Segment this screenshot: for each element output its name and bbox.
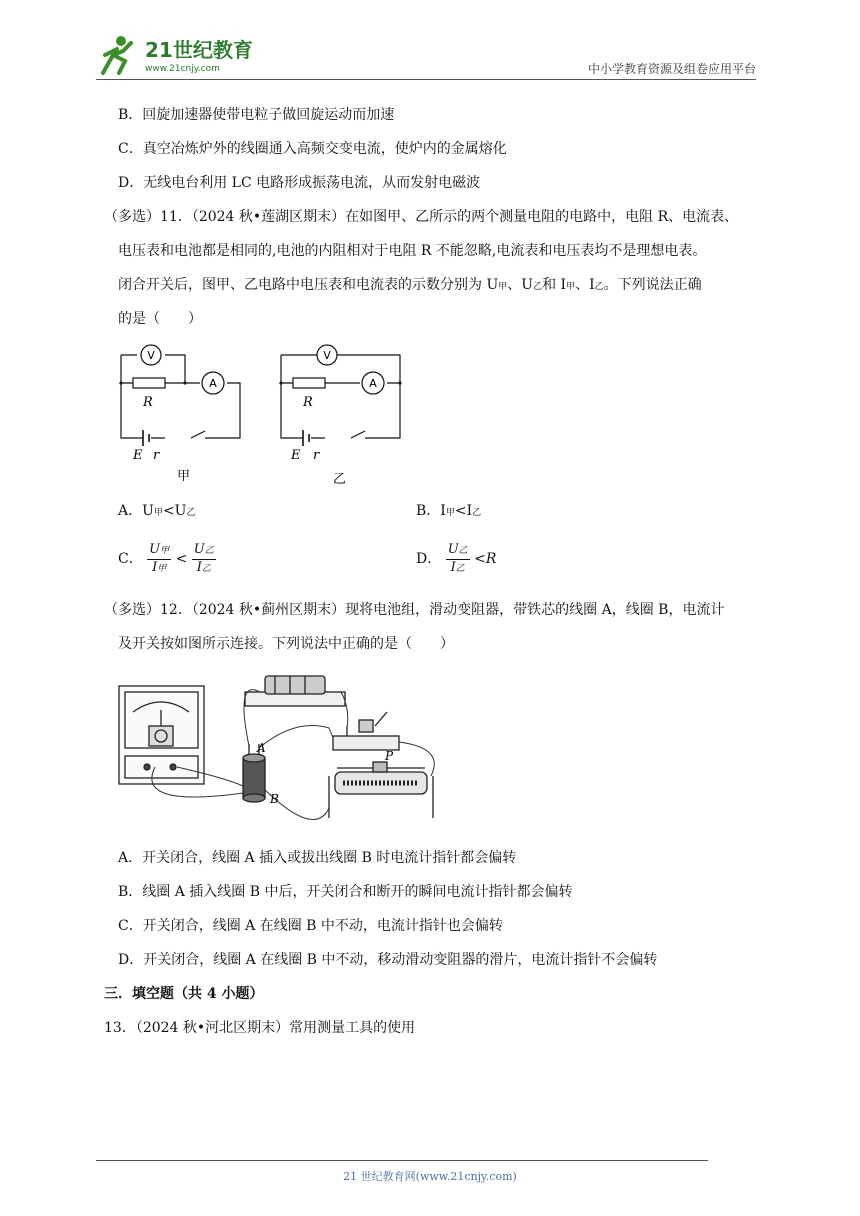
fig-label-jia: 甲 bbox=[177, 469, 191, 484]
logo-text: 21世纪教育 bbox=[145, 38, 253, 62]
battery-icon bbox=[245, 676, 345, 706]
fig-jia-E: E bbox=[133, 448, 143, 463]
fig-yi-voltmeter: V bbox=[323, 349, 331, 362]
platform-name: 中小学教育资源及组卷应用平台 bbox=[587, 62, 756, 76]
fig-coil-a-label: A bbox=[257, 741, 266, 755]
q10-option-c: C．真空冶炼炉外的线圈通入高频交变电流，使炉内的金属熔化 bbox=[118, 141, 507, 157]
footer-link[interactable]: 21 世纪教育网(www.21cnjy.com) bbox=[343, 1170, 517, 1183]
q12-option-b: B．线圈 A 插入线圈 B 中后，开关闭合和断开的瞬间电流计指针都会偏转 bbox=[118, 884, 573, 900]
q10-option-d: D．无线电台利用 LC 电路形成振荡电流，从而发射电磁波 bbox=[118, 175, 481, 191]
q11-option-b: B．I甲<I乙 bbox=[416, 503, 482, 519]
footer-divider bbox=[96, 1160, 708, 1161]
fig-yi-r: r bbox=[313, 448, 320, 463]
site-logo bbox=[95, 33, 265, 79]
switch-icon bbox=[333, 712, 399, 750]
logo-url: www.21cnjy.com bbox=[145, 64, 220, 74]
fig-yi-ammeter: A bbox=[369, 377, 377, 390]
q13-stem: 13．（2024 秋•河北区期末）常用测量工具的使用 bbox=[104, 1020, 416, 1036]
q12-option-a: A．开关闭合，线圈 A 插入或拔出线圈 B 时电流计指针都会偏转 bbox=[118, 850, 517, 866]
fig-coil-b-label: B bbox=[270, 792, 279, 806]
q11-option-d: D． $\frac{\text{U乙}}{\text{I乙}}$ <R bbox=[416, 541, 497, 575]
fig-jia-ammeter: A bbox=[209, 377, 217, 390]
q12-option-c: C．开关闭合，线圈 A 在线圈 B 中不动，电流计指针也会偏转 bbox=[118, 918, 503, 934]
galvanometer-icon bbox=[119, 686, 204, 784]
q11-stem-line2: 电压表和电池都是相同的,电池的内阻相对于电阻 R 不能忽略,电流表和电压表均不是理想电表。 bbox=[118, 243, 707, 259]
q10-option-b: B．回旋加速器使带电粒子做回旋运动而加速 bbox=[118, 107, 395, 123]
fig-yi-E: E bbox=[291, 448, 301, 463]
q12-stem-line2: 及开关按如图所示连接。下列说法中正确的是（ ） bbox=[118, 636, 454, 652]
q11-option-c: C． $\frac{\text{U甲}}{\text{I甲}}$ < $\frac{\text{U乙}}{\text{I乙}}$ bbox=[118, 541, 214, 575]
q12-apparatus-figure bbox=[115, 668, 460, 833]
fig-yi-R: R bbox=[303, 395, 313, 410]
q11-option-a: A．U甲<U乙 bbox=[118, 503, 196, 519]
rheostat-icon bbox=[329, 762, 433, 818]
fig-label-yi: 乙 bbox=[333, 472, 347, 487]
section-heading: 三．填空题（共 4 小题） bbox=[104, 986, 264, 1002]
header-divider bbox=[96, 79, 756, 80]
q11-stem-line1: （多选）11．（2024 秋•莲湖区期末）在如图甲、乙所示的两个测量电阻的电路中，电阻 R、电流表、 bbox=[104, 209, 739, 225]
q12-stem-line1: （多选）12．（2024 秋•蓟州区期末）现将电池组，滑动变阻器，带铁芯的线圈 A，线圈 B，电流计 bbox=[104, 602, 725, 618]
q11-stem-line4: 的是（ ） bbox=[118, 311, 202, 327]
fig-jia-R: R bbox=[143, 395, 153, 410]
runner-icon bbox=[103, 36, 131, 73]
fig-jia-voltmeter: V bbox=[147, 349, 155, 362]
fig-jia-r: r bbox=[153, 448, 160, 463]
q11-circuit-figure bbox=[115, 338, 410, 488]
fig-slider-p-label: P bbox=[385, 749, 394, 763]
q12-option-d: D．开关闭合，线圈 A 在线圈 B 中不动，移动滑动变阻器的滑片，电流计指针不会偏转 bbox=[118, 952, 658, 968]
q11-stem-line3: 闭合开关后，图甲、乙电路中电压表和电流表的示数分别为 U甲、U乙和 I甲、I乙。下列说法正确 bbox=[118, 277, 702, 293]
